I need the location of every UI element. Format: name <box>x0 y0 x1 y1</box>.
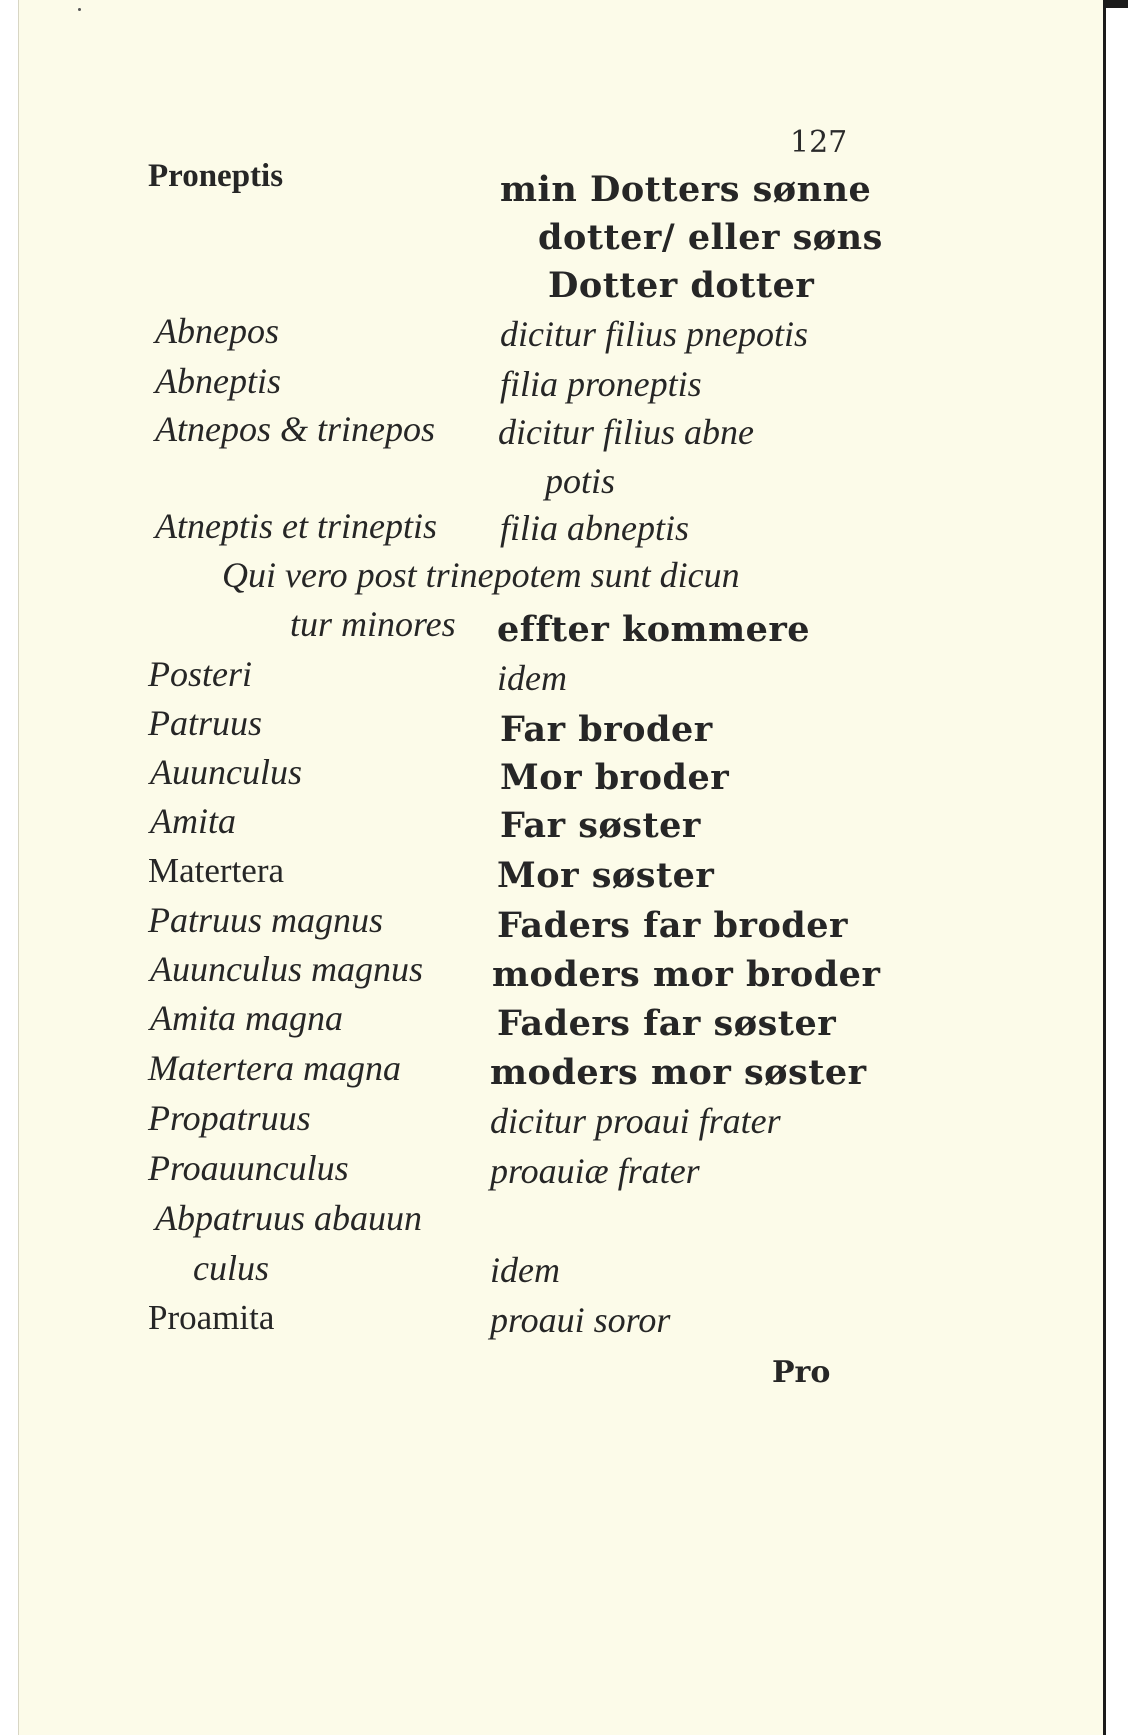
entry-left-23: Proamita <box>148 1298 275 1337</box>
entry-left-17: Amita magna <box>150 998 343 1038</box>
entry-left-0: Proneptis <box>148 158 284 194</box>
entry-right-5: dicitur filius abne <box>498 412 754 452</box>
entry-right-1: dotter/ eller søns <box>538 217 883 258</box>
entry-right-20: proauiæ frater <box>490 1151 700 1191</box>
entry-left-9: tur minores <box>290 604 456 644</box>
entry-left-8: Qui vero post trinepotem sunt dicun <box>222 555 740 595</box>
entry-right-16: moders mor broder <box>492 954 881 995</box>
entry-left-5: Atnepos & trinepos <box>155 409 435 449</box>
entry-right-7: filia abneptis <box>500 508 689 548</box>
paper-left-edge <box>18 0 19 1735</box>
scan-top-right-corner <box>1103 0 1128 8</box>
entry-right-9: effter kommere <box>497 609 811 650</box>
entry-right-2: Dotter dotter <box>548 265 815 306</box>
scan-right-border <box>1103 0 1106 1735</box>
entry-right-6: potis <box>545 461 616 501</box>
entry-right-11: Far broder <box>500 709 713 750</box>
entry-left-4: Abneptis <box>155 361 281 401</box>
entry-left-18: Matertera magna <box>148 1048 401 1088</box>
entry-left-10: Posteri <box>148 654 252 694</box>
entry-right-18: moders mor søster <box>490 1052 867 1093</box>
entry-left-12: Auunculus <box>150 752 302 792</box>
entry-right-19: dicitur proaui frater <box>490 1101 781 1141</box>
entry-left-3: Abnepos <box>155 311 279 351</box>
entry-left-13: Amita <box>150 801 236 841</box>
entry-left-14: Matertera <box>148 851 285 890</box>
entry-left-15: Patruus magnus <box>148 900 384 940</box>
catchword: Pro <box>772 1355 831 1390</box>
page-number: 127 <box>790 125 848 160</box>
entry-left-20: Proauunculus <box>148 1148 349 1188</box>
entry-left-11: Patruus <box>148 703 263 743</box>
entry-right-0: min Dotters sønne <box>500 169 872 210</box>
entry-left-22: culus <box>193 1248 269 1288</box>
entry-right-15: Faders far broder <box>497 905 848 946</box>
entry-left-19: Propatruus <box>148 1098 311 1138</box>
entry-right-14: Mor søster <box>497 855 715 896</box>
ink-speck <box>78 8 81 11</box>
entry-right-3: dicitur filius pnepotis <box>500 314 809 354</box>
entry-right-22: idem <box>490 1250 560 1290</box>
entry-right-13: Far søster <box>500 805 701 846</box>
entry-right-10: idem <box>497 658 567 698</box>
entry-right-4: filia proneptis <box>500 364 702 404</box>
entry-right-17: Faders far søster <box>497 1003 837 1044</box>
entry-left-16: Auunculus magnus <box>150 949 423 989</box>
entry-left-7: Atneptis et trineptis <box>155 506 437 546</box>
entry-left-21: Abpatruus abauun <box>155 1198 423 1238</box>
entry-right-23: proaui soror <box>490 1300 671 1340</box>
entry-right-12: Mor broder <box>500 757 730 798</box>
